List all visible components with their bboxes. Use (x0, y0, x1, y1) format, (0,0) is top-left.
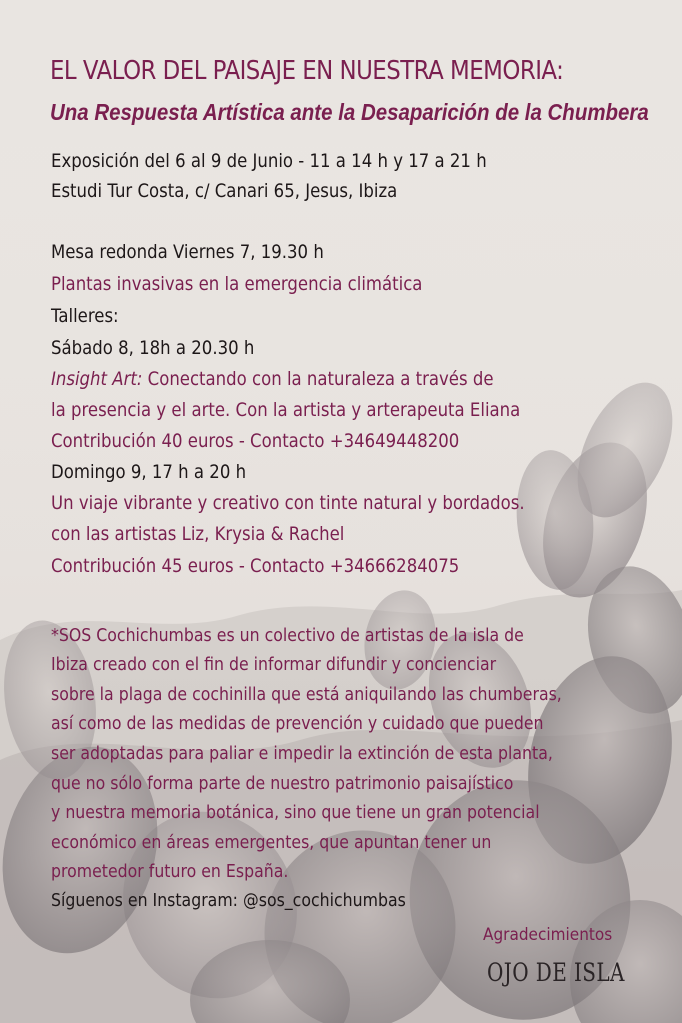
about-line: sobre la plaga de cochinilla que está aniquilando las chumberas, (51, 685, 562, 705)
about-line: así como de las medidas de prevención y cuidado que pueden (51, 714, 544, 734)
poster-title: EL VALOR DEL PAISAJE EN NUESTRA MEMORIA: (50, 56, 564, 86)
about-line: que no sólo forma parte de nuestro patrimonio paisajístico (51, 774, 514, 794)
instagram-handle: Síguenos en Instagram: @sos_cochichumbas (51, 891, 406, 911)
about-line: *SOS Cochichumbas es un colectivo de artistas de la isla de (51, 626, 524, 646)
sunday-when: Domingo 9, 17 h a 20 h (51, 461, 247, 483)
exhibition-dates: Exposición del 6 al 9 de Junio - 11 a 14 h y 17 a 21 h (51, 150, 487, 172)
about-line: Ibiza creado con el fin de informar difundir y concienciar (51, 655, 497, 675)
saturday-line-1 (51, 368, 494, 390)
sunday-contribution: Contribución 45 euros - Contacto +34666284075 (51, 555, 460, 577)
saturday-contribution: Contribución 40 euros - Contacto +34649448200 (51, 430, 460, 452)
poster-subtitle: Una Respuesta Artística ante la Desaparición de la Chumbera (50, 99, 649, 125)
thanks-label: Agradecimientos (483, 925, 613, 945)
saturday-workshop-name: Insight Art: (51, 368, 143, 390)
round-table-when: Mesa redonda Viernes 7, 19.30 h (51, 241, 324, 263)
about-line: prometedor futuro en España. (51, 862, 289, 882)
round-table-topic: Plantas invasivas en la emergencia climática (51, 273, 423, 295)
about-line: y nuestra memoria botánica, sino que tiene un gran potencial (51, 803, 540, 823)
saturday-line-1-rest: Conectando con la naturaleza a través de (142, 368, 494, 390)
saturday-line-2: la presencia y el arte. Con la artista y arterapeuta Eliana (51, 399, 521, 421)
ojo-de-isla-logo: OJO DE ISLA (487, 958, 625, 987)
about-line: económico en áreas emergentes, que apuntan tener un (51, 833, 492, 853)
about-line: ser adoptadas para paliar e impedir la extinción de esta planta, (51, 744, 553, 764)
workshops-heading: Talleres: (51, 305, 119, 327)
sunday-line-2: con las artistas Liz, Krysia & Rachel (51, 523, 345, 545)
sunday-line-1: Un viaje vibrante y creativo con tinte natural y bordados. (51, 492, 525, 514)
saturday-when: Sábado 8, 18h a 20.30 h (51, 337, 255, 359)
exhibition-venue: Estudi Tur Costa, c/ Canari 65, Jesus, Ibiza (51, 180, 398, 202)
